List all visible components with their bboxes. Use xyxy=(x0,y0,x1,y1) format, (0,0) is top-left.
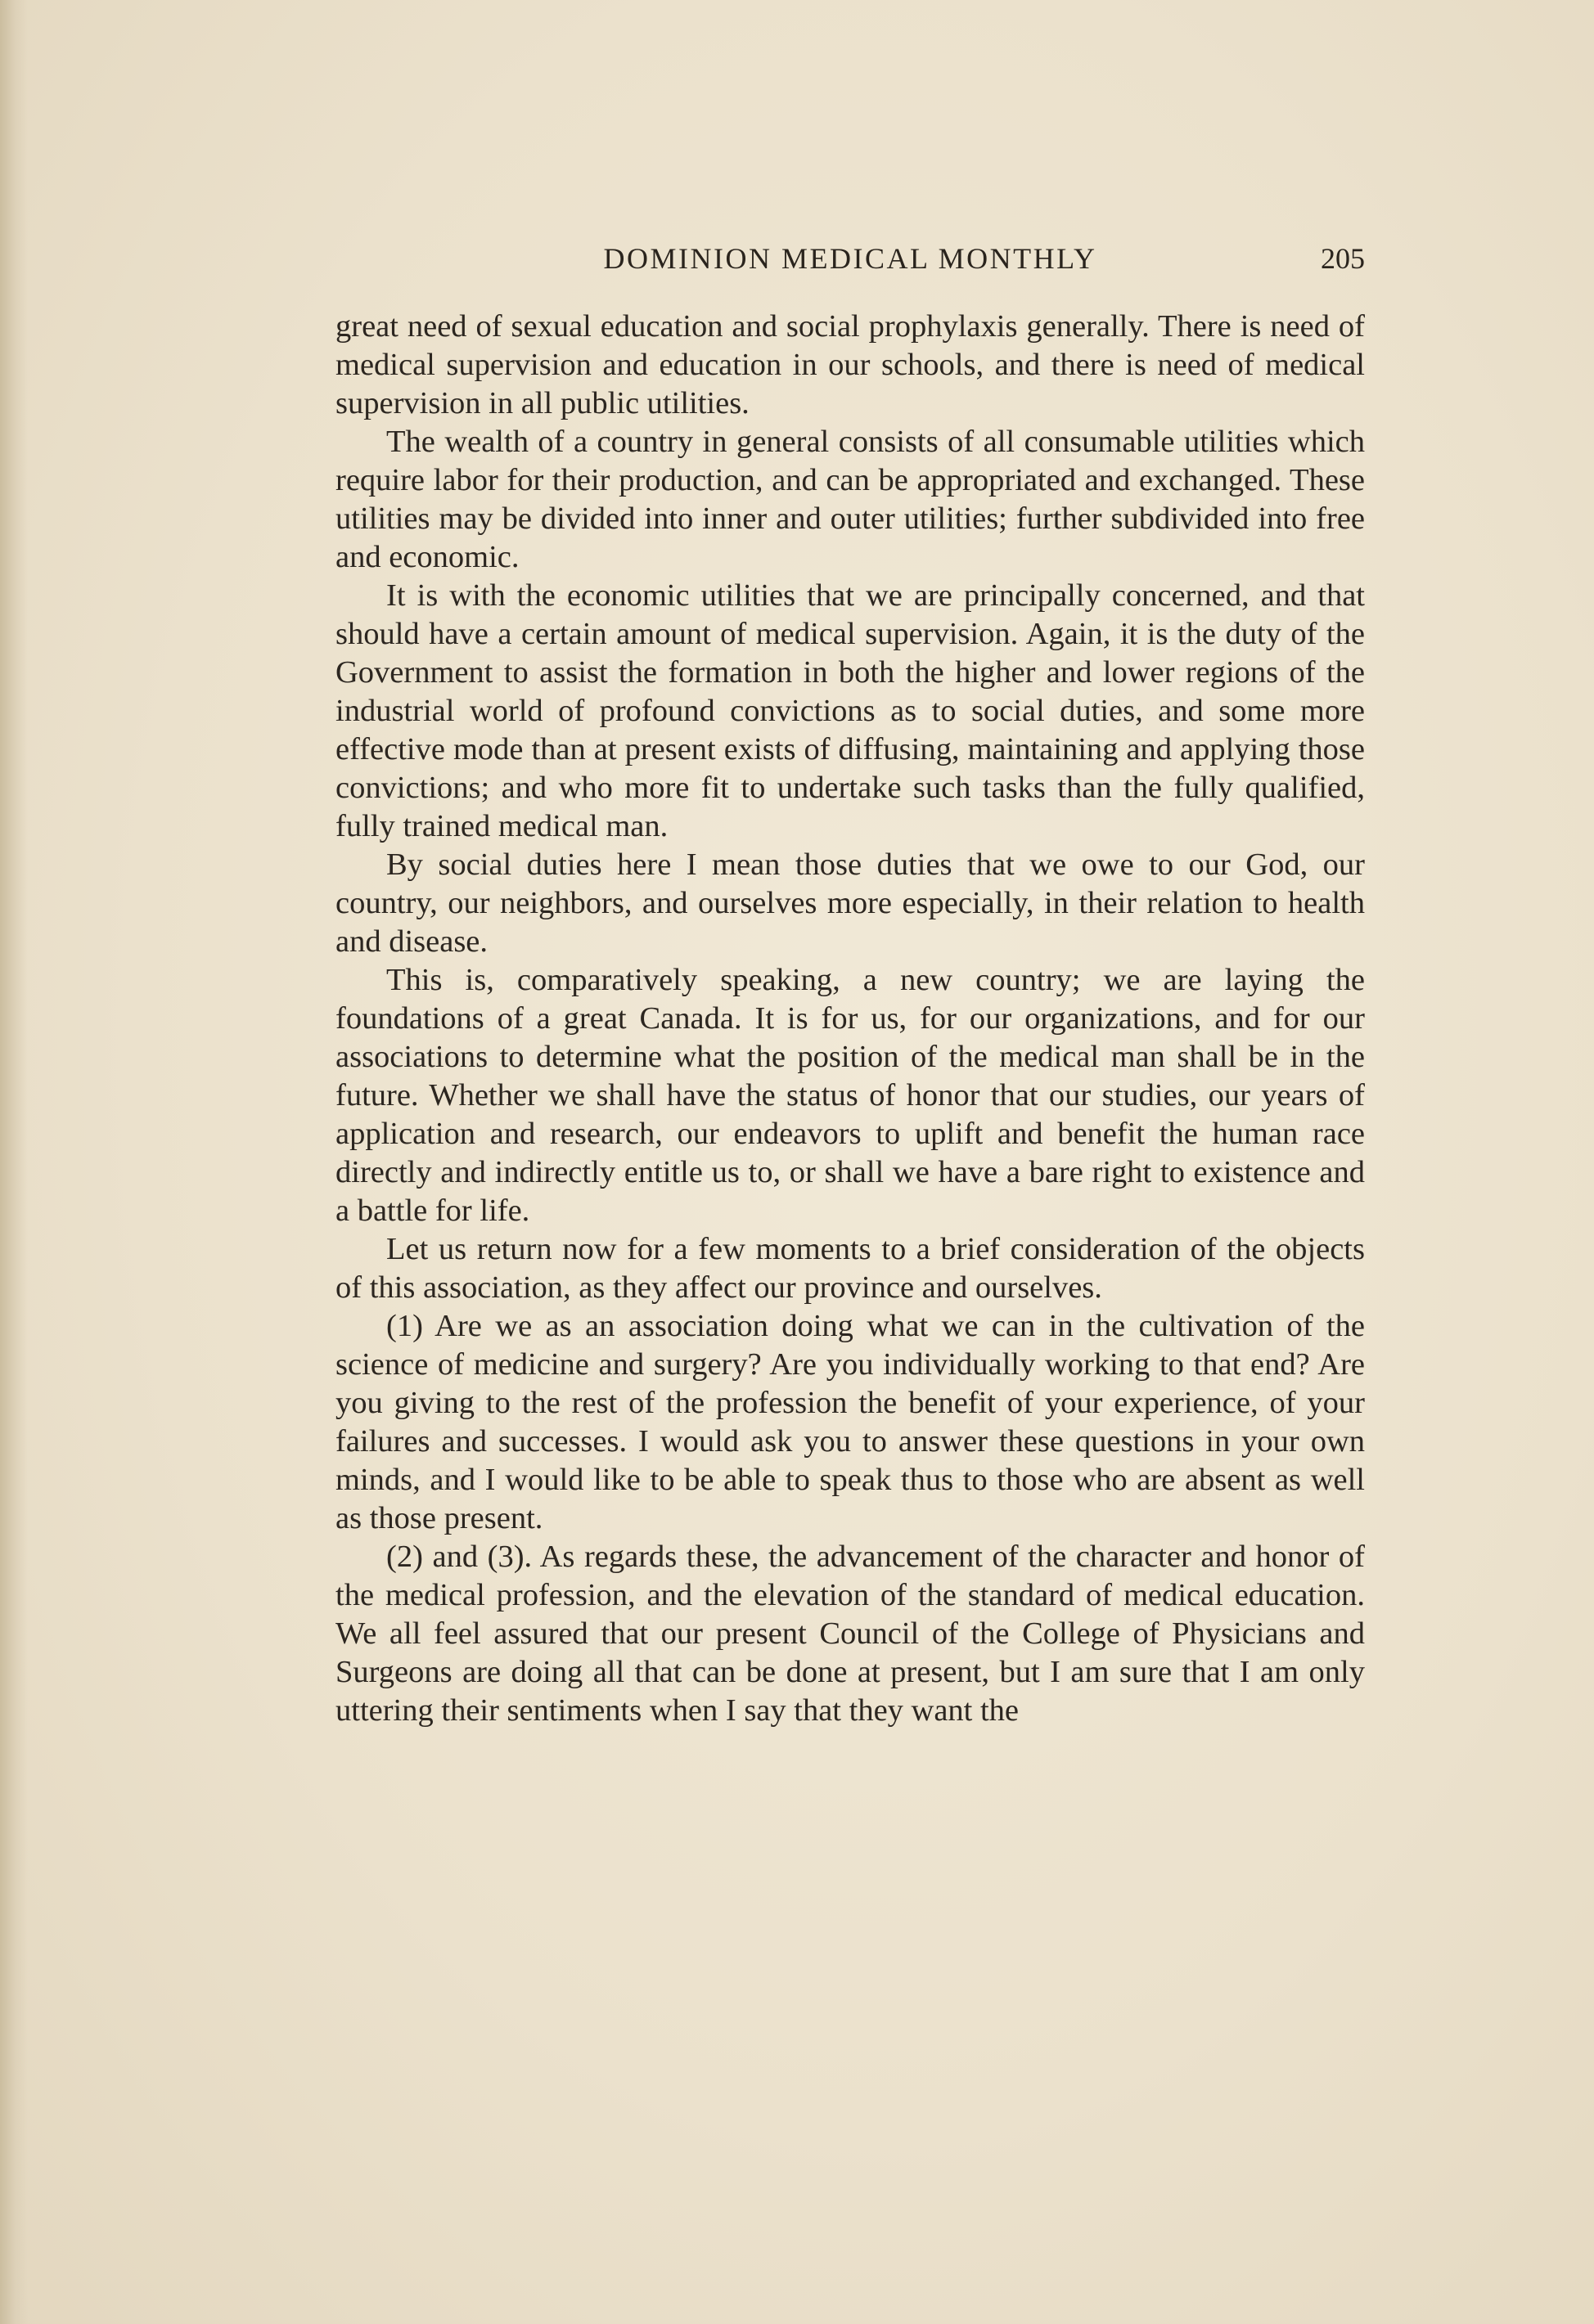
paragraph: Let us return now for a few moments to a brief consideration of the objects of this association, as they affect our province and ourselves. xyxy=(335,1232,1365,1305)
paragraph: great need of sexual education and social prophylaxis generally. There is need of medical supervision and education in our schools, and there is need of medical supervision in all public utilities. xyxy=(335,309,1365,420)
paragraph: (2) and (3). As regards these, the advancement of the character and honor of the medical profession, and the elevation of the standard of medical education. We all feel assured that our present Council of the College of Physicians and Surgeons are doing all that can be done at present, but I am sure that I am only uttering their sentiments when I say that they want the xyxy=(335,1540,1365,1728)
paragraph: This is, comparatively speaking, a new country; we are laying the foundations of a great Canada. It is for us, for our organizations, and for our associations to determine what the position of the medical man shall be in the future. Whether we shall have the status of honor that our studies, our years of application and research, our endeavors to uplift and benefit the human race directly and indirectly entitle us to, or shall we have a bare right to existence and a battle for life. xyxy=(335,963,1365,1228)
page-binding-edge xyxy=(0,0,28,2324)
paragraph: It is with the economic utilities that we are principally concerned, and that should have a certain amount of medical supervision. Again, it is the duty of the Government to assist the formation in both the higher and lower regions of the industrial world of profound convictions as to social duties, and some more effective mode than at present exists of diffusing, maintaining and applying those convictions; and who more fit to undertake such tasks than the fully qualified, fully trained medical man. xyxy=(335,578,1365,843)
page-number: 205 xyxy=(1321,242,1365,275)
paragraph: By social duties here I mean those duties that we owe to our God, our country, our neighbors, and ourselves more especially, in their relation to health and disease. xyxy=(335,847,1365,959)
paragraph: The wealth of a country in general consists of all consumable utilities which require labor for their production, and can be appropriated and exchanged. These utilities may be divided into inner and outer utilities; further subdivided into free and economic. xyxy=(335,425,1365,574)
running-title: DOMINION MEDICAL MONTHLY xyxy=(603,242,1097,275)
paragraph: (1) Are we as an association doing what we can in the cultivation of the science of medicine and surgery? Are you individually working to that end? Are you giving to the rest of the profession the benefit of your experience, of your failures and successes. I would ask you to answer these questions in your own minds, and I would like to be able to speak thus to those who are absent as well as those present. xyxy=(335,1309,1365,1535)
page-header xyxy=(335,239,1365,280)
body-text xyxy=(335,308,1365,2042)
